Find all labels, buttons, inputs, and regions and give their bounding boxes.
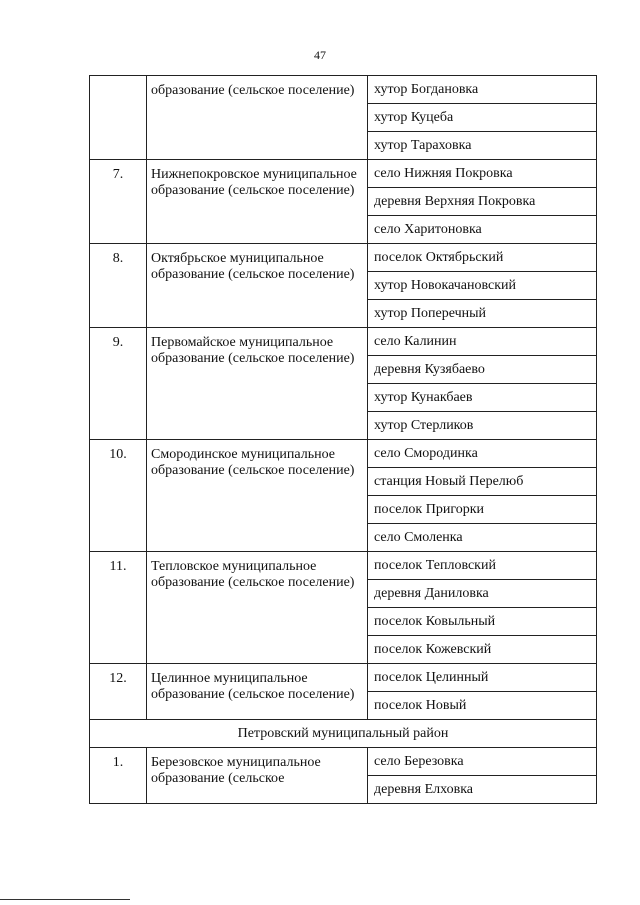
district-name: Петровский муниципальный район [90,720,597,748]
settlement-name: поселок Октябрьский [368,244,597,272]
page-number: 47 [314,48,326,62]
municipality-name: Первомайское муниципальное образование (сельское поселение) [147,328,368,440]
settlement-name: село Харитоновка [368,216,597,244]
settlement-name: поселок Кожевский [368,636,597,664]
municipality-name: Березовское муниципальное образование (сельское [147,748,368,804]
row-number: 8. [90,244,147,328]
table-row [90,440,597,468]
municipality-name: Октябрьское муниципальное образование (сельское поселение) [147,244,368,328]
row-number: 1. [90,748,147,804]
settlement-name: хутор Кунакбаев [368,384,597,412]
settlement-name: деревня Верхняя Покровка [368,188,597,216]
settlement-name: хутор Стерликов [368,412,597,440]
row-number: 10. [90,440,147,552]
table-row [90,748,597,776]
municipality-name: Тепловское муниципальное образование (сельское поселение) [147,552,368,664]
settlement-name: поселок Целинный [368,664,597,692]
footnote-divider [0,899,130,900]
row-number: 12. [90,664,147,720]
settlement-name: деревня Елховка [368,776,597,804]
municipality-name: Нижнепокровское муниципальное образование (сельское поселение) [147,160,368,244]
settlement-name: поселок Ковыльный [368,608,597,636]
settlement-name: село Нижняя Покровка [368,160,597,188]
settlement-name: село Калинин [368,328,597,356]
settlement-name: деревня Кузябаево [368,356,597,384]
settlement-name: поселок Пригорки [368,496,597,524]
table-row [90,244,597,272]
settlement-name: хутор Богдановка [368,76,597,104]
table-row [90,552,597,580]
settlement-name: станция Новый Перелюб [368,468,597,496]
municipality-name: Целинное муниципальное образование (сельское поселение) [147,664,368,720]
settlement-name: село Смоленка [368,524,597,552]
settlement-name: село Березовка [368,748,597,776]
row-number: 11. [90,552,147,664]
row-number [90,76,147,160]
settlement-name: деревня Даниловка [368,580,597,608]
settlement-name: село Смородинка [368,440,597,468]
settlement-name: хутор Тараховка [368,132,597,160]
municipality-name: образование (сельское поселение) [147,76,368,160]
district-header-row [90,720,597,748]
row-number: 9. [90,328,147,440]
settlement-name: хутор Поперечный [368,300,597,328]
settlements-table [89,75,597,804]
settlement-name: хутор Куцеба [368,104,597,132]
municipality-name: Смородинское муниципальное образование (сельское поселение) [147,440,368,552]
table-row [90,664,597,692]
settlement-name: поселок Тепловский [368,552,597,580]
table-row [90,160,597,188]
row-number: 7. [90,160,147,244]
settlement-name: хутор Новокачановский [368,272,597,300]
table-row [90,76,597,104]
settlement-name: поселок Новый [368,692,597,720]
table-row [90,328,597,356]
